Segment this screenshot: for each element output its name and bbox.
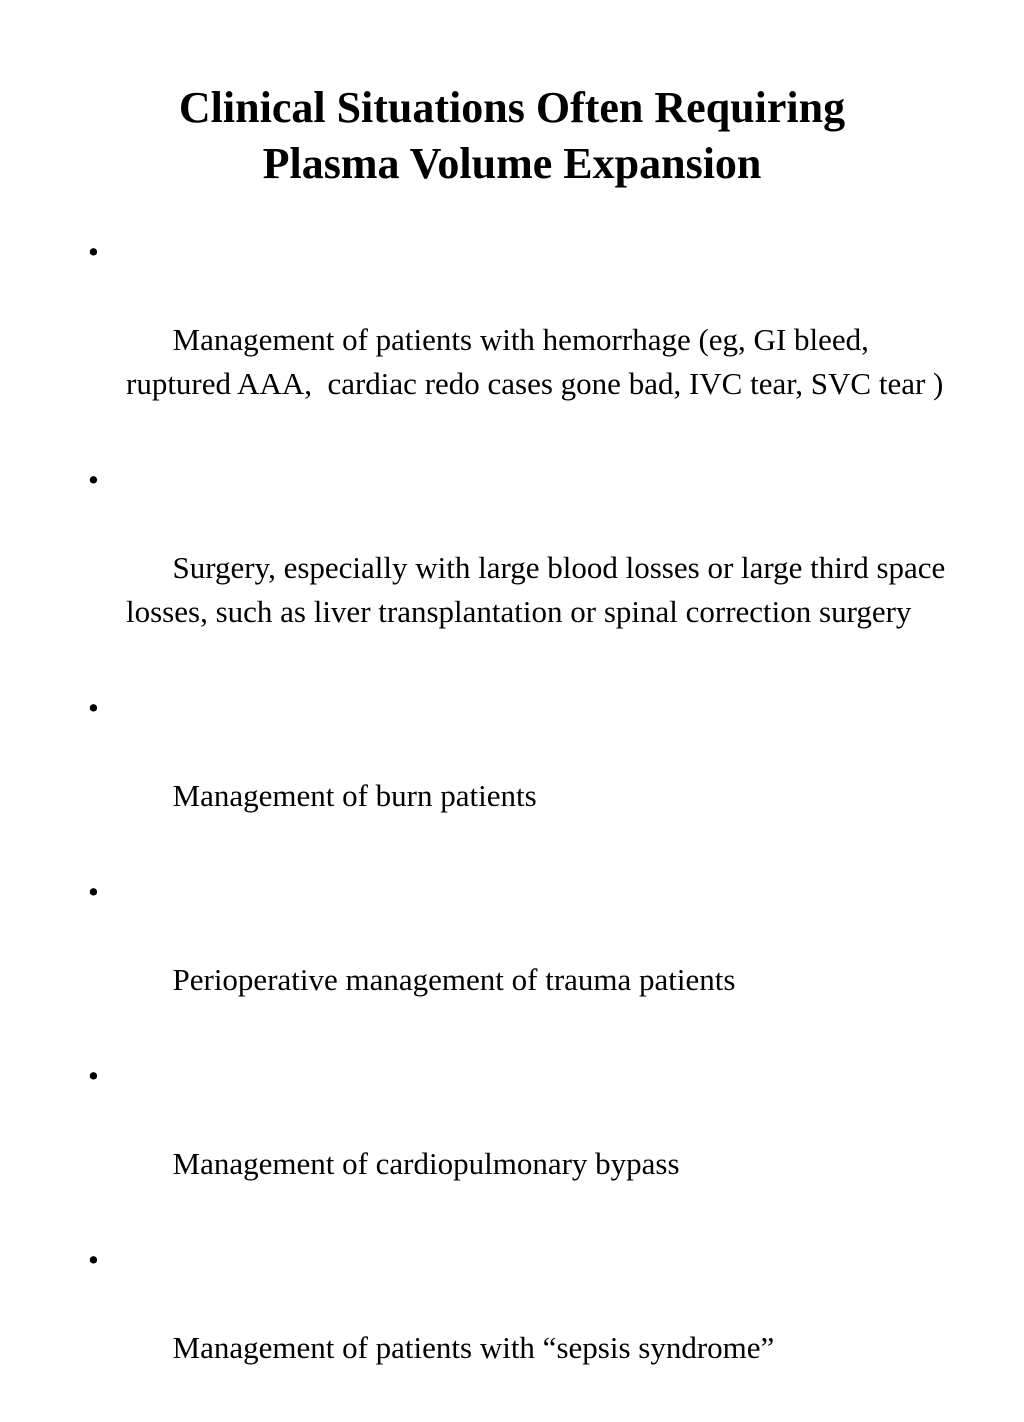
bullet-item-hemorrhage <box>88 230 948 450</box>
bullet-text: Management of cardiopulmonary bypass <box>172 1146 680 1181</box>
bullet-text: Management of patients with hemorrhage (eg, GI bleed, ruptured AAA, cardiac redo cases gone bad, IVC tear, SVC tear ) <box>126 322 944 401</box>
bullet-text: Management of burn patients <box>172 778 537 813</box>
bullet-item-surgery <box>88 458 954 678</box>
bullet-icon: • <box>88 462 99 497</box>
bullet-icon: • <box>88 874 99 909</box>
slide-title <box>0 80 1024 192</box>
bullet-text: Perioperative management of trauma patients <box>172 962 736 997</box>
bullet-item-burn <box>88 686 948 862</box>
bullet-icon: • <box>88 690 99 725</box>
bullet-icon: • <box>88 1242 99 1277</box>
bullet-item-trauma <box>88 870 948 1046</box>
bullet-icon: • <box>88 234 99 269</box>
bullet-item-bypass <box>88 1054 948 1230</box>
bullet-icon: • <box>88 1058 99 1093</box>
bullet-text: Management of patients with “sepsis syndrome” <box>172 1330 775 1365</box>
title-line-1: Clinical Situations Often Requiring <box>178 83 846 132</box>
bullet-list <box>88 230 954 1422</box>
bullet-text: Surgery, especially with large blood losses or large third space losses, such as liver transplantation or spinal correction surgery <box>126 550 954 629</box>
title-line-2: Plasma Volume Expansion <box>262 139 762 188</box>
bullet-item-sepsis <box>88 1238 948 1414</box>
